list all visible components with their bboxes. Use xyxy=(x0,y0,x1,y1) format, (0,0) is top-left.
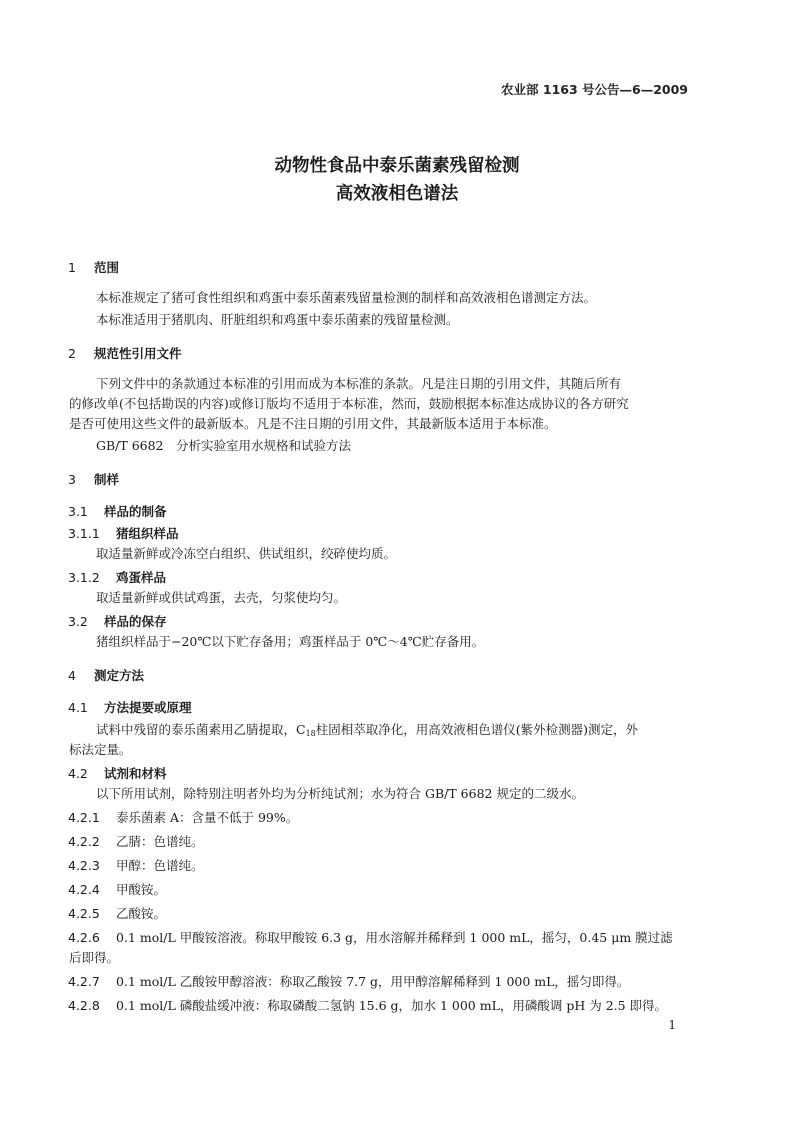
reagent-item: 4.2.5 乙酸铵。 xyxy=(68,906,167,921)
s311-text: 取适量新鲜或冷冻空白组织、供试组织，绞碎使均质。 xyxy=(96,546,397,561)
s2-paragraph-line-2: 的修改单(不包括勘误的内容)或修订版均不适用于本标准，然而，鼓励根据本标准达成协议的各方研究 xyxy=(69,396,629,411)
reagent-item: 4.2.8 0.1 mol/L 磷酸盐缓冲液：称取磷酸二氢钠 15.6 g，加水 1 000 mL，用磷酸调 pH 为 2.5 即得。 xyxy=(68,998,668,1013)
s1-paragraph-1: 本标准规定了猪可食性组织和鸡蛋中泰乐菌素残留量检测的制样和高效液相色谱测定方法。 xyxy=(96,290,597,305)
s42-text: 以下所用试剂，除特别注明者外均为分析纯试剂；水为符合 GB/T 6682 规定的二级水。 xyxy=(96,786,584,801)
section-3-2-heading: 3.2 样品的保存 xyxy=(68,614,167,629)
s41-text-line-2: 标法定量。 xyxy=(69,742,132,757)
section-3-heading: 3 制样 xyxy=(68,472,120,487)
reagent-item: 4.2.4 甲酸铵。 xyxy=(68,882,167,897)
reagent-item: 4.2.2 乙腈：色谱纯。 xyxy=(68,834,204,849)
s41-text-line-1: 试料中残留的泰乐菌素用乙腈提取，$C_{18}$柱固相萃取净化，用高效液相色谱仪(紫外检测器)测定，外 xyxy=(96,722,639,738)
section-4-1-heading: 4.1 方法提要或原理 xyxy=(68,700,192,715)
standard-number: 农业部 1163 号公告—6—2009 xyxy=(501,82,688,97)
s32-text: 猪组织样品于−20℃以下贮存备用；鸡蛋样品于 0℃～4℃贮存备用。 xyxy=(96,634,485,649)
section-3-1-1-heading: 3.1.1 猪组织样品 xyxy=(68,526,179,541)
s312-text: 取适量新鲜或供试鸡蛋，去壳，匀浆使均匀。 xyxy=(96,590,347,605)
document-title: 动物性食品中泰乐菌素残留检测 xyxy=(274,156,520,176)
section-4-2-heading: 4.2 试剂和材料 xyxy=(68,766,167,781)
s2-reference: GB/T 6682 分析实验室用水规格和试验方法 xyxy=(96,438,352,453)
document-subtitle: 高效液相色谱法 xyxy=(335,184,459,204)
section-3-1-heading: 3.1 样品的制备 xyxy=(68,504,167,519)
s2-paragraph-line-1: 下列文件中的条款通过本标准的引用而成为本标准的条款。凡是注日期的引用文件，其随后所有 xyxy=(96,376,622,391)
reagent-item-continuation: 后即得。 xyxy=(69,950,120,965)
section-4-heading: 4 测定方法 xyxy=(68,668,145,683)
reagent-item: 4.2.6 0.1 mol/L 甲酸铵溶液。称取甲酸铵 6.3 g，用水溶解并稀释到 1 000 mL，摇匀，0.45 μm 膜过滤 xyxy=(68,930,673,945)
reagent-item: 4.2.3 甲醇：色谱纯。 xyxy=(68,858,204,873)
reagent-item: 4.2.7 0.1 mol/L 乙酸铵甲醇溶液：称取乙酸铵 7.7 g，用甲醇溶解稀释到 1 000 mL，摇匀即得。 xyxy=(68,974,630,989)
s1-paragraph-2: 本标准适用于猪肌肉、肝脏组织和鸡蛋中泰乐菌素的残留量检测。 xyxy=(96,312,459,327)
section-3-1-2-heading: 3.1.2 鸡蛋样品 xyxy=(68,570,167,585)
s2-paragraph-line-3: 是否可使用这些文件的最新版本。凡是不注日期的引用文件，其最新版本适用于本标准。 xyxy=(69,416,557,431)
reagent-item: 4.2.1 泰乐菌素 A：含量不低于 99%。 xyxy=(68,810,299,825)
section-2-heading: 2 规范性引用文件 xyxy=(68,346,182,361)
section-1-heading: 1 范围 xyxy=(68,260,120,275)
page-number: 1 xyxy=(668,1018,676,1032)
